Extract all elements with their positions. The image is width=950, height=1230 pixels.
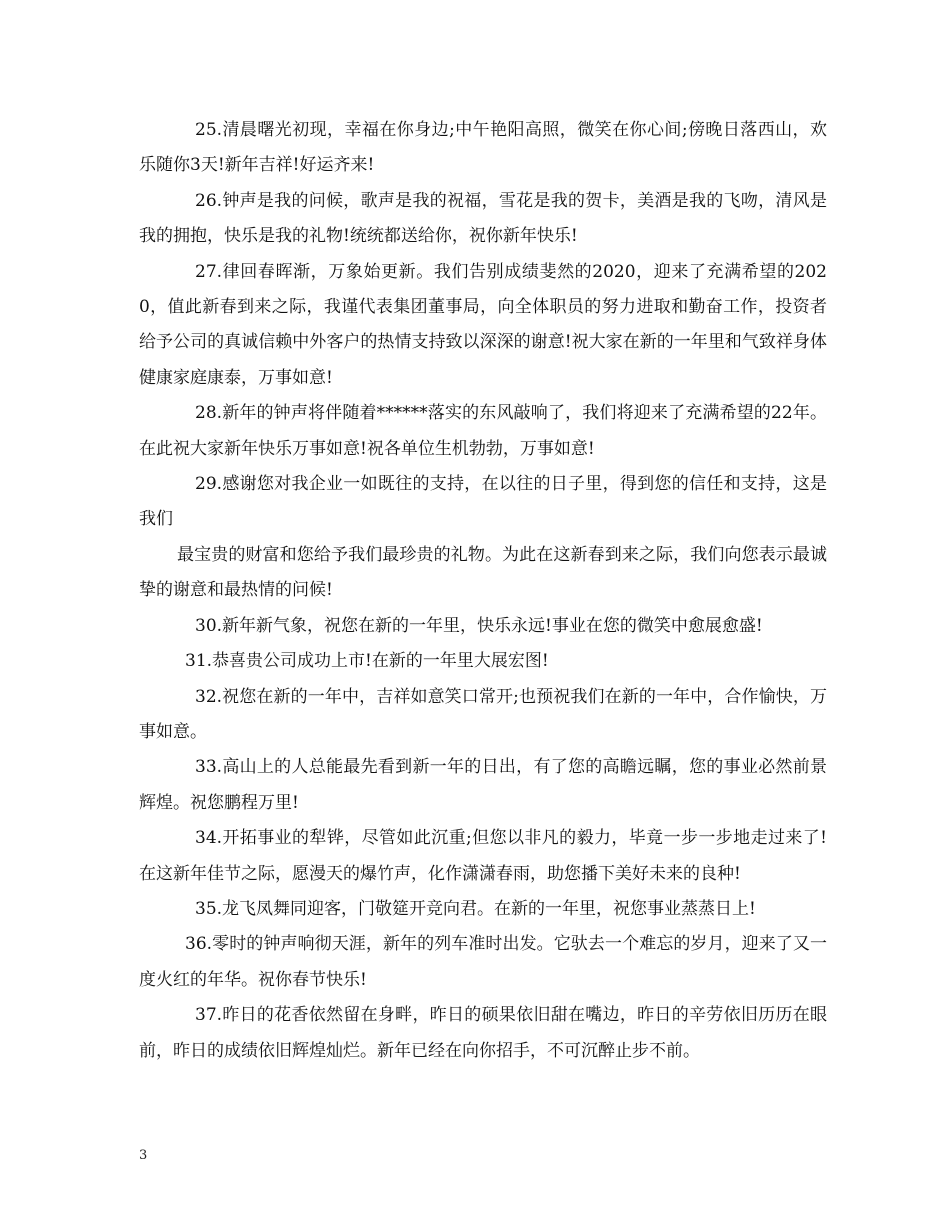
paragraph-26: 26.钟声是我的问候，歌声是我的祝福，雪花是我的贺卡，美酒是我的飞吻，清风是我的拥抱，快乐是我的礼物!统统都送给你，祝你新年快乐!	[139, 190, 827, 247]
document-body	[139, 113, 827, 1069]
paragraph-25: 25.清晨曙光初现，幸福在你身边;中午艳阳高照，微笑在你心间;傍晚日落西山，欢乐随你3天!新年吉祥!好运齐来!	[139, 120, 827, 176]
paragraph-35: 35.龙飞凤舞同迎客，门敬筵开竞向君。在新的一年里，祝您事业蒸蒸日上!	[195, 898, 756, 919]
paragraph-28: 28.新年的钟声将伴随着******落实的东风敲响了，我们将迎来了充满希望的22年。在此祝大家新年快乐万事如意!祝各单位生机勃勃，万事如意!	[139, 403, 827, 459]
paragraph-27: 27.律回春晖渐，万象始更新。我们告别成绩斐然的2020，迎来了充满希望的2020，值此新春到来之际，我谨代表集团董事局，向全体职员的努力进取和勤奋工作，投资者给予公司的真诚信赖中外客户的热情支持致以深深的谢意!祝大家在新的一年里和气致祥身体健康家庭康泰，万事如意!	[139, 261, 827, 388]
paragraph-33: 33.高山上的人总能最先看到新一年的日出，有了您的高瞻远瞩，您的事业必然前景辉煌。祝您鹏程万里!	[139, 757, 827, 813]
paragraph-34: 34.开拓事业的犁铧，尽管如此沉重;但您以非凡的毅力，毕竟一步一步地走过来了!在这新年佳节之际，愿漫天的爆竹声，化作潇潇春雨，助您播下美好未来的良种!	[139, 828, 827, 884]
paragraph-36: 36.零时的钟声响彻天涯，新年的列车准时出发。它驮去一个难忘的岁月，迎来了又一度火红的年华。祝你春节快乐!	[139, 934, 827, 990]
paragraph-31: 31.恭喜贵公司成功上市!在新的一年里大展宏图!	[185, 651, 549, 672]
paragraph-29-part-1: 29.感谢您对我企业一如既往的支持，在以往的日子里，得到您的信任和支持，这是我们	[139, 474, 827, 530]
paragraph-29-part-2: 最宝贵的财富和您给予我们最珍贵的礼物。为此在这新春到来之际，我们向您表示最诚挚的谢意和最热情的问候!	[139, 544, 827, 601]
page-number: 3	[139, 1148, 148, 1163]
paragraph-30: 30.新年新气象，祝您在新的一年里，快乐永远!事业在您的微笑中愈展愈盛!	[195, 615, 763, 636]
paragraph-32: 32.祝您在新的一年中，吉祥如意笑口常开;也预祝我们在新的一年中，合作愉快，万事如意。	[139, 686, 827, 742]
paragraph-37: 37.昨日的花香依然留在身畔，昨日的硕果依旧甜在嘴边，昨日的辛劳依旧历历在眼前，昨日的成绩依旧辉煌灿烂。新年已经在向你招手，不可沉醉止步不前。	[139, 1005, 827, 1061]
